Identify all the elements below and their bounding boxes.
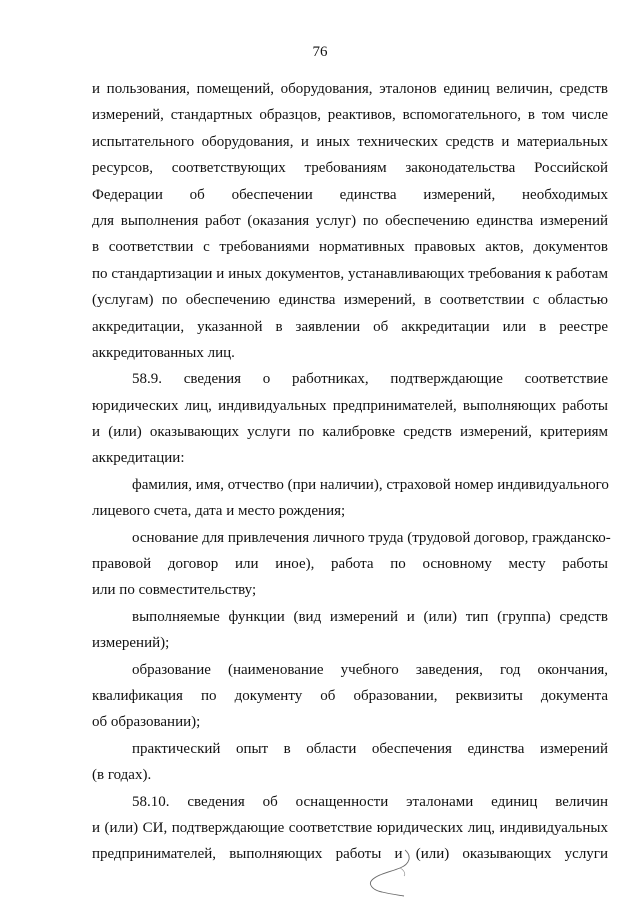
pen-mark-drawing: [360, 848, 420, 898]
text-line: лицевого счета, дата и место рождения;: [92, 503, 346, 520]
page-number: 76: [312, 44, 328, 60]
text-line: аккредитованных лиц.: [92, 344, 235, 361]
text-line: в соответствии с требованиями нормативных правовых актов, документов: [92, 239, 608, 256]
text-line: или по совместительству;: [92, 582, 257, 599]
document-body: [92, 76, 611, 868]
text-line: юридических лиц, индивидуальных предпринимателей, выполняющих работы: [92, 397, 608, 414]
text-line: предпринимателей, выполняющих работы и (или) оказывающих услуги: [92, 846, 608, 863]
text-line: ресурсов, соответствующих требованиям законодательства Российской: [92, 160, 608, 177]
text-line: измерений);: [92, 635, 170, 652]
text-line: и (или) СИ, подтверждающие соответствие юридических лиц, индивидуальных: [92, 819, 608, 836]
text-line: и (или) оказывающих услуги по калибровке средств измерений, критериям: [92, 424, 608, 441]
text-line: фамилия, имя, отчество (при наличии), страховой номер индивидуального: [132, 476, 609, 493]
text-line: квалификация по документу об образовании, реквизиты документа: [92, 687, 608, 704]
text-line: практический опыт в области обеспечения единства измерений: [132, 740, 608, 757]
text-line: образование (наименование учебного заведения, год окончания,: [132, 661, 608, 678]
text-line: 58.9. сведения о работниках, подтверждающие соответствие: [132, 371, 608, 388]
text-line: аккредитации:: [92, 450, 185, 467]
text-line: и пользования, помещений, оборудования, эталонов единиц величин, средств: [92, 81, 608, 97]
text-line: измерений, стандартных образцов, реактивов, вспомогательного, в том числе: [92, 107, 608, 124]
text-line: основание для привлечения личного труда (трудовой договор, гражданско-: [132, 529, 611, 546]
text-line: Федерации об обеспечении единства измерений, необходимых: [92, 186, 608, 203]
text-line: для выполнения работ (оказания услуг) по обеспечению единства измерений: [92, 212, 608, 229]
text-line: (в годах).: [92, 767, 152, 784]
text-line: выполняемые функции (вид измерений и (или) тип (группа) средств: [132, 608, 608, 625]
text-line: 58.10. сведения об оснащенности эталонами единиц величин: [132, 793, 608, 810]
text-line: аккредитации, указанной в заявлении об аккредитации или в реестре: [92, 318, 608, 335]
text-line: об образовании);: [92, 714, 201, 731]
text-line: испытательного оборудования, и иных технических средств и материальных: [92, 133, 608, 150]
text-line: (услугам) по обеспечению единства измерений, в соответствии с областью: [92, 292, 608, 309]
text-line: правовой договор или иное), работа по основному месту работы: [92, 556, 608, 573]
text-line: по стандартизации и иных документов, устанавливающих требования к работам: [92, 265, 608, 282]
